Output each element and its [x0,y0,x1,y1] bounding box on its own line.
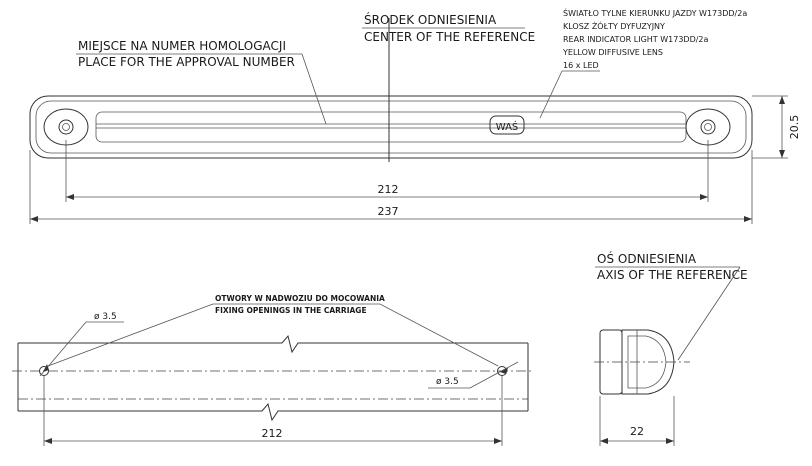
hole-spacing-value-top: 212 [377,183,399,196]
center-label-en: CENTER OF THE REFERENCE [364,30,536,44]
depth-value: 22 [630,425,644,438]
spec-line-3: REAR INDICATOR LIGHT W173DD/2a [563,35,709,44]
lamp-top-view [30,96,752,158]
homologation-label-pl: MIEJSCE NA NUMER HOMOLOGACJI [78,39,286,53]
axis-label-pl: OŚ ODNIESIENIA [597,252,697,266]
hole-diameter-left-value: ø 3.5 [94,312,117,322]
height-value: 20.5 [788,114,801,140]
center-reference-callout [362,12,535,44]
spec-line-2: KLOSZ ŻÓŁTY DYFUZYJNY [563,22,665,31]
spec-line-4: YELLOW DIFFUSIVE LENS [563,48,663,57]
fixing-label-pl: OTWORY W NADWOZIU DO MOCOWANIA [215,294,385,303]
spec-line-5: 16 x LED [563,61,599,70]
lamp-side-view [594,330,690,394]
spec-line-1: ŚWIATŁO TYLNE KIERUNKU JAZDY W173DD/2a [563,9,748,18]
axis-reference-callout [595,251,748,360]
axis-label-en: AXIS OF THE REFERENCE [597,268,748,282]
lamp-inner-outline [36,101,746,153]
hole-diameter-right-value: ø 3.5 [436,377,459,387]
lamp-lens [96,112,686,142]
overall-length-value: 237 [377,205,399,218]
lamp-outer-outline [30,96,752,158]
right-mounting-hole [686,109,730,145]
fixing-openings-callout [48,294,498,366]
fixing-label-en: FIXING OPENINGS IN THE CARRIAGE [215,306,367,315]
depth-dimension [600,396,674,446]
homologation-label-en: PLACE FOR THE APPROVAL NUMBER [78,55,295,69]
left-mounting-hole [44,109,88,145]
approval-number-callout [76,39,326,124]
hole-spacing-dimension-top [66,140,708,202]
logo-text: WAŚ [495,122,519,133]
hole-diameter-left [40,312,124,376]
hole-spacing-value-bottom: 212 [261,427,283,440]
center-label-pl: ŚRODEK ODNIESIENIA [364,13,497,27]
height-dimension [752,96,801,158]
